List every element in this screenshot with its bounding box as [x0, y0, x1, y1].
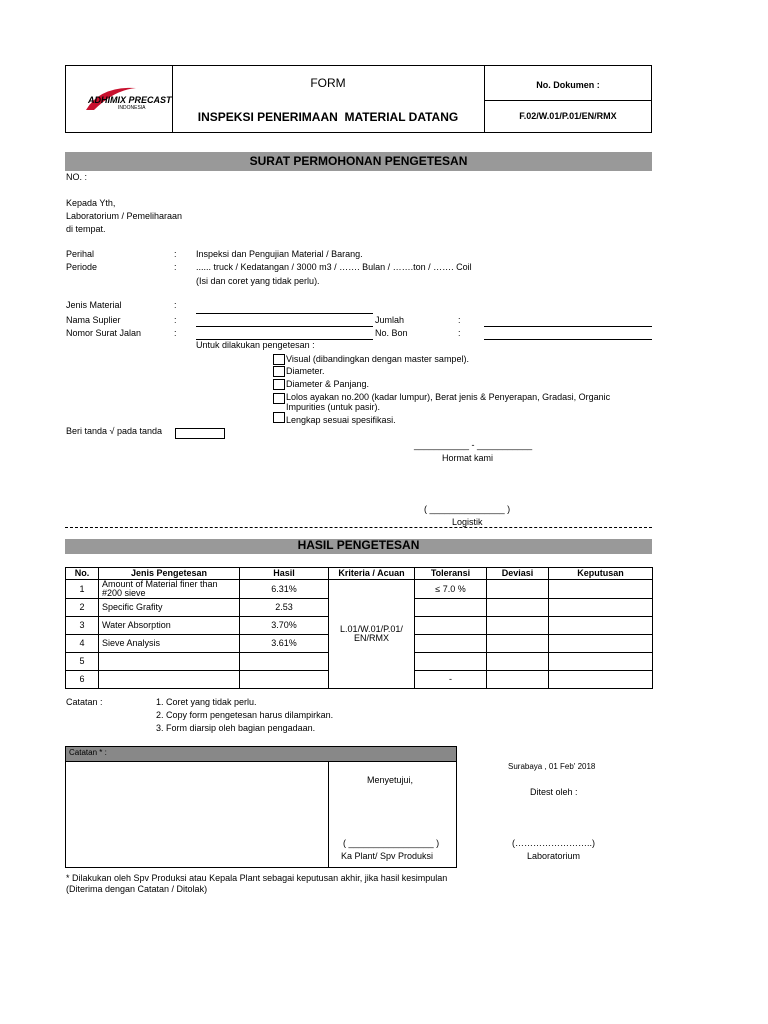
logistik-signature-line[interactable]: ( _______________ ) [424, 504, 511, 514]
ka-plant-label: Ka Plant/ Spv Produksi [341, 851, 434, 861]
row-number: 4 [66, 635, 99, 653]
untuk-pengetesan: Untuk dilakukan pengetesan : [196, 340, 315, 350]
perihal-label: Perihal [66, 249, 95, 259]
keputusan-cell[interactable] [549, 671, 653, 689]
deviasi-cell[interactable] [487, 635, 549, 653]
city-date: Surabaya , 01 Feb' 2018 [508, 762, 596, 771]
deviasi-cell[interactable] [487, 653, 549, 671]
nama-suplier-field[interactable] [196, 326, 373, 327]
deviasi-cell[interactable] [487, 580, 549, 599]
jenis-cell[interactable]: Amount of Material finer than #200 sieve [99, 580, 240, 599]
toleransi-cell[interactable] [415, 653, 487, 671]
column-header: Toleransi [415, 568, 487, 580]
periode-note: (Isi dan coret yang tidak perlu). [196, 276, 320, 286]
laboratorium-label: Laboratorium [527, 851, 581, 861]
colon: : [174, 300, 177, 310]
hormat-kami: Hormat kami [442, 453, 494, 463]
logistik-label: Logistik [452, 517, 483, 527]
catatan-label: Catatan : [66, 697, 103, 707]
hasil-cell[interactable]: 6.31% [240, 580, 329, 599]
toleransi-cell[interactable] [415, 635, 487, 653]
footnote-1: * Dilakukan oleh Spv Produksi atau Kepala Plant sebagai keputusan akhir, jika hasil kesimpulan [66, 873, 448, 883]
row-number: 3 [66, 617, 99, 635]
keputusan-cell[interactable] [549, 580, 653, 599]
hasil-cell[interactable] [240, 653, 329, 671]
deviasi-cell[interactable] [487, 671, 549, 689]
checkbox-visual[interactable] [273, 354, 285, 365]
form-label: FORM [310, 76, 346, 90]
logo-text: ADHIMIX PRECAST [88, 95, 172, 105]
jenis-cell[interactable]: Water Absorption [99, 617, 240, 635]
section-title-results: HASIL PENGETESAN [65, 539, 652, 554]
checkbox-diameter-panjang[interactable] [273, 379, 285, 390]
jenis-cell[interactable]: Sieve Analysis [99, 635, 240, 653]
no-bon-field[interactable] [484, 339, 652, 340]
colon: : [174, 249, 177, 259]
periode-label: Periode [66, 262, 98, 272]
check-label-visual: Visual (dibandingkan dengan master sampel). [286, 354, 469, 364]
check-label-diameter: Diameter. [286, 366, 325, 376]
ditest-oleh: Ditest oleh : [530, 787, 578, 797]
periode-value: ...... truck / Kedatangan / 3000 m3 / ……. Bulan / …….ton / ……. Coil [196, 262, 472, 272]
row-number: 6 [66, 671, 99, 689]
keputusan-cell[interactable] [549, 599, 653, 617]
sample-checkbox [175, 428, 225, 439]
section-title-request: SURAT PERMOHONAN PENGETESAN [65, 152, 652, 171]
hasil-cell[interactable]: 2.53 [240, 599, 329, 617]
jumlah-field[interactable] [484, 326, 652, 327]
beri-tanda-text: Beri tanda √ pada tanda [66, 426, 163, 436]
column-header: Hasil [240, 568, 329, 580]
column-header: No. [66, 568, 99, 580]
menyetujui-label: Menyetujui, [367, 775, 414, 785]
colon: : [174, 315, 177, 325]
doc-number: F.02/W.01/P.01/EN/RMX [519, 111, 617, 121]
table-header-row [66, 568, 653, 580]
date-line[interactable]: ___________ - ___________ [414, 440, 533, 450]
keputusan-cell[interactable] [549, 653, 653, 671]
approval-box-header [66, 747, 456, 762]
colon: : [174, 328, 177, 338]
doc-number-label: No. Dokumen : [536, 80, 600, 90]
toleransi-cell[interactable] [415, 599, 487, 617]
company-logo [80, 84, 170, 118]
kriteria-cell: L.01/W.01/P.01/ EN/RMX [329, 580, 415, 689]
hasil-cell[interactable]: 3.61% [240, 635, 329, 653]
addressee-line-1: Kepada Yth, [66, 198, 116, 208]
results-table [65, 567, 653, 689]
no-bon-label: No. Bon [375, 328, 408, 338]
footnote-2: (Diterima dengan Catatan / Ditolak) [66, 884, 208, 894]
perihal-value: Inspeksi dan Pengujian Material / Barang. [196, 249, 363, 259]
nomor-surat-jalan-label: Nomor Surat Jalan [66, 328, 142, 338]
checkbox-lolos-ayakan[interactable] [273, 393, 285, 404]
keputusan-cell[interactable] [549, 635, 653, 653]
logo-subtext: INDONESIA [118, 105, 146, 111]
column-header: Deviasi [487, 568, 549, 580]
deviasi-cell[interactable] [487, 617, 549, 635]
note-3: 3. Form diarsip oleh bagian pengadaan. [156, 723, 316, 733]
note-2: 2. Copy form pengetesan harus dilampirkan. [156, 710, 334, 720]
colon: : [174, 262, 177, 272]
ka-plant-signature-line[interactable]: ( _________________ ) [343, 838, 440, 848]
nama-suplier-label: Nama Suplier [66, 315, 121, 325]
colon: : [458, 328, 461, 338]
catatan-textarea[interactable] [66, 762, 328, 867]
colon: : [458, 315, 461, 325]
note-1: 1. Coret yang tidak perlu. [156, 697, 257, 707]
keputusan-cell[interactable] [549, 617, 653, 635]
hasil-cell[interactable]: 3.70% [240, 617, 329, 635]
toleransi-cell[interactable] [415, 617, 487, 635]
checkbox-lengkap[interactable] [273, 412, 285, 423]
checkbox-diameter[interactable] [273, 366, 285, 377]
approval-box-title: Catatan * : [69, 748, 107, 757]
row-number: 2 [66, 599, 99, 617]
row-number: 5 [66, 653, 99, 671]
jenis-cell[interactable] [99, 671, 240, 689]
column-header: Kriteria / Acuan [329, 568, 415, 580]
row-number: 1 [66, 580, 99, 599]
request-number: NO. : [66, 172, 88, 182]
addressee-line-3: di tempat. [66, 224, 106, 234]
deviasi-cell[interactable] [487, 599, 549, 617]
column-header: Keputusan [549, 568, 653, 580]
form-title: INSPEKSI PENERIMAAN MATERIAL DATANG [197, 110, 459, 124]
addressee-line-2: Laboratorium / Pemeliharaan [66, 211, 183, 221]
jenis-material-field[interactable] [196, 313, 373, 314]
jenis-material-label: Jenis Material [66, 300, 122, 310]
column-header: Jenis Pengetesan [99, 568, 240, 580]
jumlah-label: Jumlah [375, 315, 405, 325]
jenis-cell[interactable] [99, 653, 240, 671]
jenis-cell[interactable]: Specific Grafity [99, 599, 240, 617]
table-row [66, 580, 653, 599]
check-label-lolos-ayakan-cont: Impurities (untuk pasir). [286, 402, 381, 412]
toleransi-cell[interactable]: ≤ 7.0 % [415, 580, 487, 599]
check-label-diameter-panjang: Diameter & Panjang. [286, 379, 370, 389]
dashed-separator [65, 527, 652, 528]
check-label-lengkap: Lengkap sesuai spesifikasi. [286, 415, 396, 425]
approval-box [65, 746, 457, 868]
check-label-lolos-ayakan: Lolos ayakan no.200 (kadar lumpur), Berat jenis & Penyerapan, Gradasi, Organic [286, 392, 611, 402]
hasil-cell[interactable] [240, 671, 329, 689]
lab-signature-line[interactable]: (……………………..) [512, 838, 595, 848]
toleransi-cell[interactable]: - [415, 671, 487, 689]
